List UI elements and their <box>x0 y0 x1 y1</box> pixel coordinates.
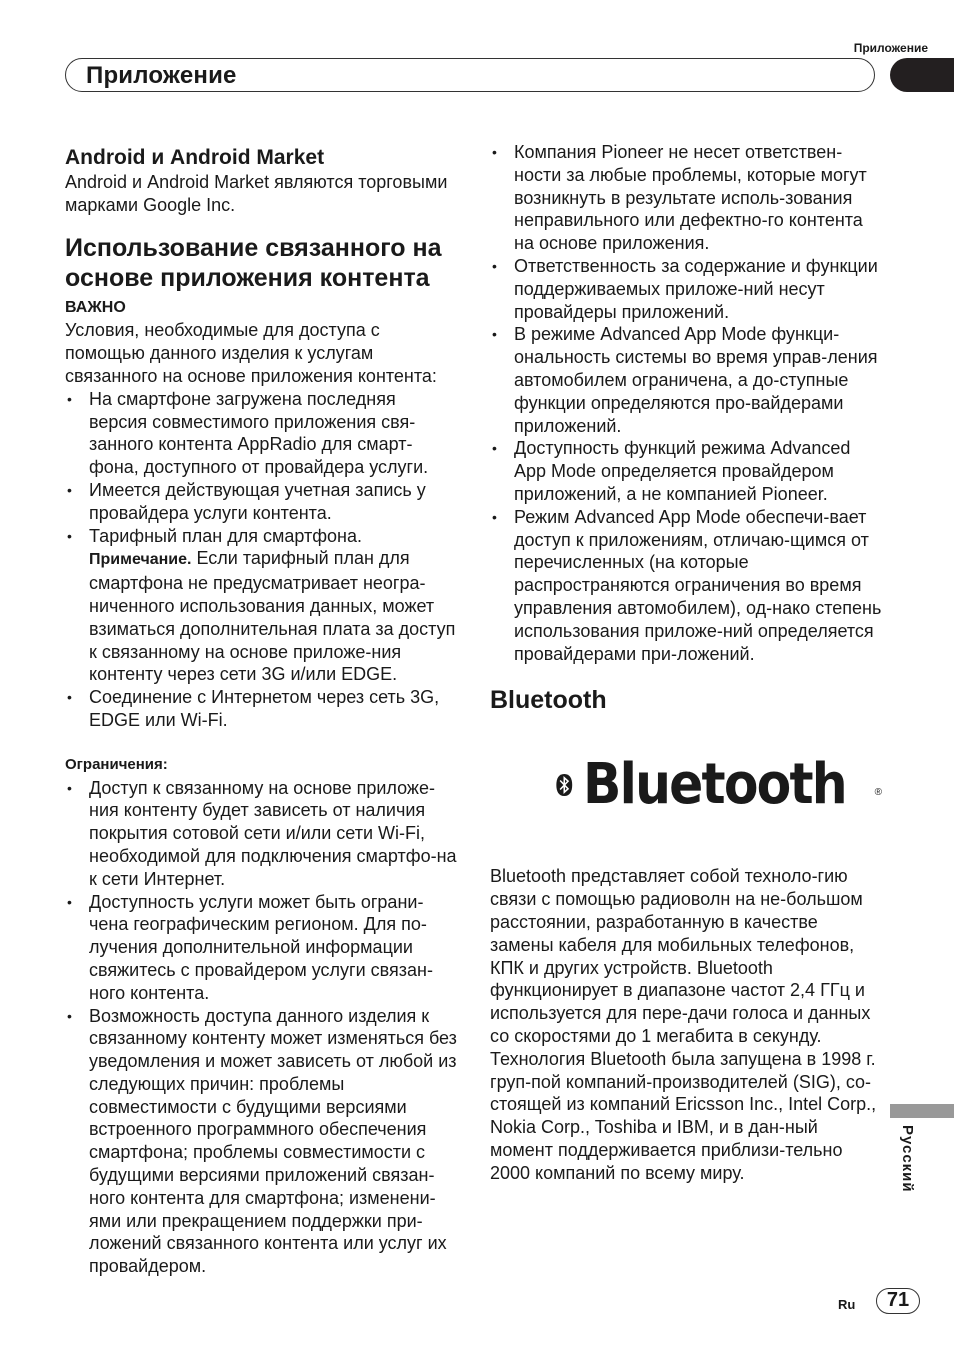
list-item: • Доступность услуги может быть ограни-чена географическим регионом. Для по-лучения дополнительной информации свяжитесь с провайдером услуги связан-ного контента. <box>65 891 457 1005</box>
language-label: Русский <box>899 1125 916 1193</box>
list-item: • В режиме Advanced App Mode функци-ональность системы во время управ-ления автомобилем ограничена, а до-ступные функции определяются про-вайдерами приложений. <box>490 323 882 437</box>
restrictions-list <box>65 777 457 1279</box>
list-item: • Возможность доступа данного изделия к связанному контенту может изменяться без уведомления и может зависеть от любой из следующих причин: проблемы совместимости с будущими версиями встроенного программного обеспечения смартфона; проблемы совместимости с будущими версиями приложений связан-ного контента для смартфона; изменени-ями или прекращением поддержки при-ложений связанного контента или услуг их провайдером. <box>65 1005 457 1279</box>
running-header-label: Приложение <box>853 41 928 55</box>
note-label: Примечание. <box>89 551 192 569</box>
important-label: ВАЖНО <box>65 298 126 316</box>
registered-mark: ® <box>874 786 882 798</box>
list-item: • Доступность функций режима Advanced App Mode определяется провайдером приложений, а не компанией Pioneer. <box>490 437 882 505</box>
restrictions-heading: Ограничения: <box>65 755 168 773</box>
android-heading: Android и Android Market <box>65 146 325 169</box>
list-item: • Ответственность за содержание и функции поддерживаемых приложе-ний несут провайдеры приложений. <box>490 255 882 323</box>
note-text: Если тарифный план для смартфона не предусматривает неогра-ниченного использования данных, может взиматься дополнительная плата за доступ к связанному на основе приложе-ния контенту через сети 3G и/или EDGE. <box>89 548 456 685</box>
conditions-list <box>65 388 457 732</box>
list-item: • Доступ к связанному на основе приложе-ния контенту будет зависеть от наличия покрытия сотовой сети и/или сети Wi-Fi, необходимой для подключения смартфо-на к сети Интернет. <box>65 777 457 891</box>
page-number: 71 <box>876 1288 920 1314</box>
bluetooth-heading: Bluetooth <box>490 686 607 715</box>
conditions-intro: Условия, необходимые для доступа с помощью данного изделия к услугам связанного на основе приложения контента: <box>65 320 437 386</box>
left-column <box>65 145 457 1278</box>
list-item: • Имеется действующая учетная запись у провайдера услуги контента. <box>65 479 457 525</box>
bluetooth-text: Bluetooth представляет собой техноло-гию связи с помощью радиоволн на не-большом расстоянии, разработанную в качестве замены кабеля для мобильных телефонов, КПК и других устройств. Bluetooth функционирует в диапазоне частот 2,4 ГГц и используется для пере-дачи голоса и данных со скоростями до 1 мегабита в секунду. Технология Bluetooth была запущена в 1998 г. груп-пой компаний-производителей (SIG), со-стоящей из компаний Ericsson Inc., Intel Corp., Nokia Corp., Toshiba и IBM, и в дан-ный момент поддерживается приблизи-тельно 2000 компаний по всему миру. <box>490 866 877 1183</box>
section-tab <box>890 58 954 92</box>
list-item: • Компания Pioneer не несет ответствен-ности за любые проблемы, которые могут возникнуть в результате исполь-зования неправильного или дефектно-го контента на основе приложения. <box>490 141 882 255</box>
bluetooth-rune-icon <box>556 752 573 818</box>
android-text: Android и Android Market являются торговыми марками Google Inc. <box>65 172 448 215</box>
bluetooth-wordmark: Bluetooth <box>582 752 846 818</box>
list-item <box>65 525 457 687</box>
list-item: • На смартфоне загружена последняя версия совместимого приложения свя-занного контента AppRadio для смарт-фона, доступного от провайдера услуги. <box>65 388 457 479</box>
section-title: Приложение <box>86 62 237 89</box>
pioneer-notes-list <box>490 141 882 665</box>
list-item: • Режим Advanced App Mode обеспечи-вает доступ к приложениям, отличаю-щимся от перечисленных (на которые распространяются ограничения во время управления автомобилем), од-нако степень использования приложе-ний определяется провайдерами при-ложений. <box>490 506 882 666</box>
bluetooth-logo <box>556 745 882 825</box>
usage-heading: Использование связанного на основе приложения контента <box>65 233 442 292</box>
language-tab <box>890 1104 954 1118</box>
section-header-bar <box>65 58 875 92</box>
list-item: • Соединение с Интернетом через сеть 3G, EDGE или Wi-Fi. <box>65 686 457 732</box>
footer-lang-code: Ru <box>838 1297 856 1312</box>
right-column <box>490 141 882 1184</box>
list-item-text: Тарифный план для смартфона. <box>89 525 362 546</box>
